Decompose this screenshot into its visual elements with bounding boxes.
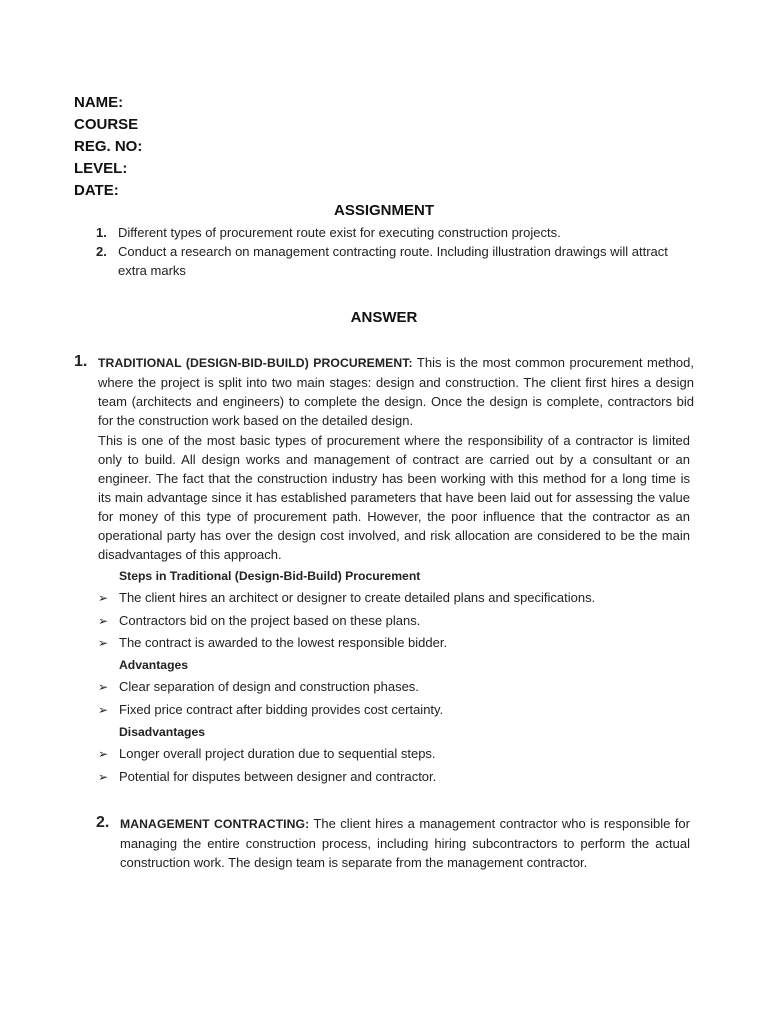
name-label: NAME:: [74, 94, 124, 111]
date-label: DATE:: [74, 182, 119, 199]
arrow-bullet-icon: ➢: [98, 747, 109, 762]
question-number: 2.: [96, 244, 107, 259]
question-number: 1.: [96, 225, 107, 240]
arrow-bullet-icon: ➢: [98, 613, 109, 628]
question-text: Conduct a research on management contracting route. Including illustration drawings will attract extra marks: [118, 244, 668, 278]
section-management-contracting: [96, 814, 690, 872]
question-item: [96, 242, 696, 280]
answer-title: ANSWER: [350, 309, 418, 326]
list-item: ➢ Clear separation of design and construction phases.: [98, 676, 595, 698]
arrow-bullet-icon: ➢: [98, 635, 109, 650]
section-lead: MANAGEMENT CONTRACTING:: [120, 817, 310, 831]
traditional-detail-paragraph: This is one of the most basic types of procurement where the responsibility of a contractor is limited only to build. All design works and management of contract are carried out by a consultant or an engineer. The fact that the construction industry has been working with this method for a long time is its main advantage since it has established parameters that have been laid out for assessing the value for money of this type of procurement path. However, the poor influence that the contractor as an operational party has over the design cost involved, and risk allocation are considered to be the main disadvantages of this approach.: [98, 433, 690, 562]
arrow-bullet-icon: ➢: [98, 769, 109, 784]
student-info-header: [74, 92, 142, 202]
section-paragraph: [98, 353, 694, 430]
arrow-bullet-icon: ➢: [98, 680, 109, 695]
section-text: The client hires a management contractor who is responsible for managing the entire construction process, including hiring subcontractors to perform the actual construction work. The design team is separate from the management contractor.: [120, 816, 690, 870]
section-number: 2.: [96, 814, 110, 831]
steps-heading: Steps in Traditional (Design-Bid-Build) Procurement: [119, 569, 421, 583]
advantages-heading: Advantages: [119, 658, 189, 673]
section-paragraph: [120, 814, 690, 872]
question-list: [96, 223, 696, 280]
course-label: COURSE: [74, 116, 139, 133]
list-item: ➢ Contractors bid on the project based on these plans.: [98, 610, 595, 632]
list-item: ➢ Longer overall project duration due to sequential steps.: [98, 743, 595, 765]
section-number: 1.: [74, 353, 88, 370]
list-item: ➢ The contract is awarded to the lowest responsible bidder.: [98, 632, 595, 654]
question-text: Different types of procurement route exist for executing construction projects.: [118, 225, 561, 240]
section-lead: TRADITIONAL (DESIGN-BID-BUILD) PROCUREMENT:: [98, 356, 413, 370]
list-item: ➢ Potential for disputes between designer and contractor.: [98, 766, 595, 788]
reg-no-label: REG. NO:: [74, 138, 143, 155]
question-item: [96, 223, 696, 242]
traditional-lists: [98, 565, 595, 788]
level-label: LEVEL:: [74, 160, 128, 177]
section-traditional: [74, 353, 694, 430]
list-item: ➢ Fixed price contract after bidding provides cost certainty.: [98, 699, 595, 721]
arrow-bullet-icon: ➢: [98, 702, 109, 717]
section-text: This is the most common procurement method, where the project is split into two main stages: design and construction. The client first hires a design team (architects and engineers) to complete the design. Once the design is complete, contractors bid for the construction work based on the detailed design.: [98, 355, 694, 428]
assignment-title: ASSIGNMENT: [333, 202, 434, 219]
list-item: ➢ The client hires an architect or designer to create detailed plans and specifications.: [98, 587, 595, 609]
disadvantages-heading: Disadvantages: [119, 725, 206, 740]
arrow-bullet-icon: ➢: [98, 591, 109, 606]
